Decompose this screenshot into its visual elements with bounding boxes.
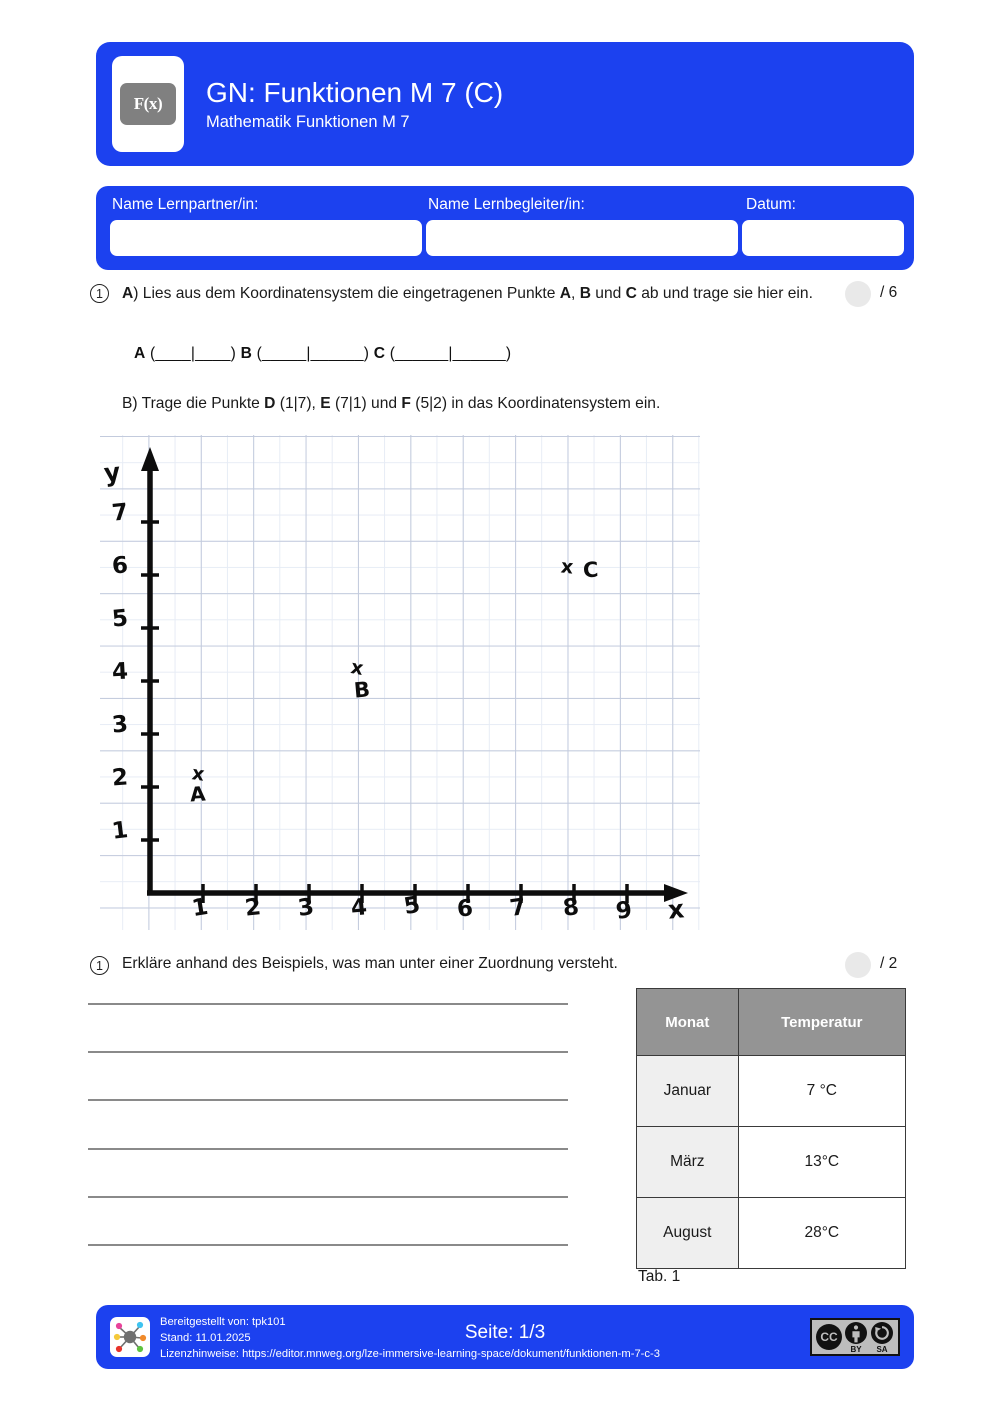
cc-license-badge bbox=[810, 1318, 900, 1356]
task-2-score-max: / 2 bbox=[880, 955, 898, 972]
answer-line[interactable] bbox=[88, 1244, 568, 1246]
task-1-score-input[interactable] bbox=[845, 281, 871, 307]
x-tick-4: 4 bbox=[349, 894, 369, 922]
label-datum: Datum: bbox=[746, 196, 796, 213]
cc-by-label: BY bbox=[850, 1344, 862, 1354]
point-marker-c: x bbox=[559, 555, 575, 579]
task-1-number: 1 bbox=[90, 284, 109, 303]
task-1-text-a: A) Lies aus dem Koordinatensystem die eingetragenen Punkte A, B und C ab und trage sie hier ein. bbox=[122, 285, 813, 302]
footer-stand: Stand: 11.01.2025 bbox=[160, 1331, 251, 1344]
input-datum[interactable] bbox=[742, 220, 904, 256]
x-axis-label: x bbox=[666, 894, 686, 925]
table-cell-month: Januar bbox=[637, 1056, 739, 1127]
table-cell-month: März bbox=[637, 1127, 739, 1198]
x-tick-5: 5 bbox=[401, 891, 423, 921]
point-marker-a: x bbox=[190, 762, 206, 786]
point-label-a: A bbox=[189, 781, 207, 807]
point-marker-b: x bbox=[349, 656, 366, 680]
cc-circle-icon: CC bbox=[816, 1324, 842, 1350]
y-tick-7: 7 bbox=[110, 499, 130, 527]
y-tick-2: 2 bbox=[111, 764, 129, 792]
x-tick-1: 1 bbox=[190, 893, 210, 923]
label-lernpartner: Name Lernpartner/in: bbox=[112, 196, 259, 213]
x-tick-8: 8 bbox=[561, 894, 581, 922]
table-cell-temp: 7 °C bbox=[738, 1056, 905, 1127]
y-tick-4: 4 bbox=[111, 658, 129, 686]
input-lernbegleiter[interactable] bbox=[426, 220, 738, 256]
y-axis-label: y bbox=[102, 457, 122, 488]
answer-line[interactable] bbox=[88, 1196, 568, 1198]
answer-line[interactable] bbox=[88, 1051, 568, 1053]
y-tick-6: 6 bbox=[111, 552, 129, 580]
table-caption: Tab. 1 bbox=[638, 1268, 681, 1285]
y-tick-5: 5 bbox=[110, 605, 130, 633]
page-title: GN: Funktionen M 7 (C) bbox=[206, 76, 504, 108]
task-1-answer-slots[interactable]: A (____|____) B (_____|______) C (______|______) bbox=[134, 345, 512, 362]
footer-page-number: Seite: 1/3 bbox=[464, 1322, 546, 1343]
cc-sa-icon bbox=[870, 1321, 894, 1354]
input-lernpartner[interactable] bbox=[110, 220, 422, 256]
share-alike-icon bbox=[870, 1321, 894, 1345]
name-bar bbox=[96, 186, 914, 270]
y-tick-3: 3 bbox=[110, 711, 130, 739]
table-header-monat: Monat bbox=[637, 989, 739, 1056]
table-header-temperatur: Temperatur bbox=[738, 989, 905, 1056]
table-cell-month: August bbox=[637, 1198, 739, 1269]
label-lernbegleiter: Name Lernbegleiter/in: bbox=[428, 196, 585, 213]
answer-line[interactable] bbox=[88, 1099, 568, 1101]
table-cell-temp: 28°C bbox=[738, 1198, 905, 1269]
task-2-number: 1 bbox=[90, 956, 109, 975]
table-row bbox=[637, 1056, 906, 1127]
temperature-table bbox=[636, 988, 906, 1269]
task-2-score-input[interactable] bbox=[845, 952, 871, 978]
answer-line[interactable] bbox=[88, 1148, 568, 1150]
header-text-group bbox=[206, 76, 503, 132]
x-tick-9: 9 bbox=[614, 897, 634, 925]
footer-provided-by: Bereitgestellt von: tpk101 bbox=[160, 1316, 286, 1328]
x-tick-2: 2 bbox=[243, 894, 263, 922]
footer-license-note: Lizenzhinweise: https://editor.mnweg.org/lze-immersive-learning-space/dokument/funktionen-m-7-c-3 bbox=[160, 1347, 660, 1360]
table-header-row bbox=[637, 989, 906, 1056]
task-1-score-max: / 6 bbox=[880, 284, 898, 301]
cc-logo-icon bbox=[816, 1324, 842, 1350]
table-row bbox=[637, 1198, 906, 1269]
subject-logo bbox=[112, 56, 184, 152]
task-1-text-b: B) Trage die Punkte D (1|7), E (7|1) und F (5|2) in das Koordinatensystem ein. bbox=[122, 395, 661, 412]
fx-icon: F(x) bbox=[120, 83, 176, 125]
x-tick-3: 3 bbox=[296, 894, 316, 922]
coordinate-system bbox=[100, 435, 700, 930]
page-footer bbox=[96, 1305, 914, 1369]
answer-line[interactable] bbox=[88, 1003, 568, 1005]
x-tick-6: 6 bbox=[456, 895, 474, 923]
point-label-b: B bbox=[352, 677, 372, 703]
table-cell-temp: 13°C bbox=[738, 1127, 905, 1198]
page-subtitle: Mathematik Funktionen M 7 bbox=[206, 113, 410, 132]
point-label-c: C bbox=[582, 557, 600, 583]
table-row bbox=[637, 1127, 906, 1198]
y-axis-arrow-icon bbox=[141, 447, 159, 471]
x-tick-7: 7 bbox=[508, 894, 528, 922]
cc-sa-label: SA bbox=[876, 1344, 888, 1354]
cc-by-icon bbox=[844, 1321, 868, 1354]
task-2-text: Erkläre anhand des Beispiels, was man unter einer Zuordnung versteht. bbox=[122, 955, 618, 972]
y-tick-1: 1 bbox=[110, 817, 130, 845]
person-icon bbox=[844, 1321, 868, 1345]
page-header bbox=[96, 42, 914, 166]
